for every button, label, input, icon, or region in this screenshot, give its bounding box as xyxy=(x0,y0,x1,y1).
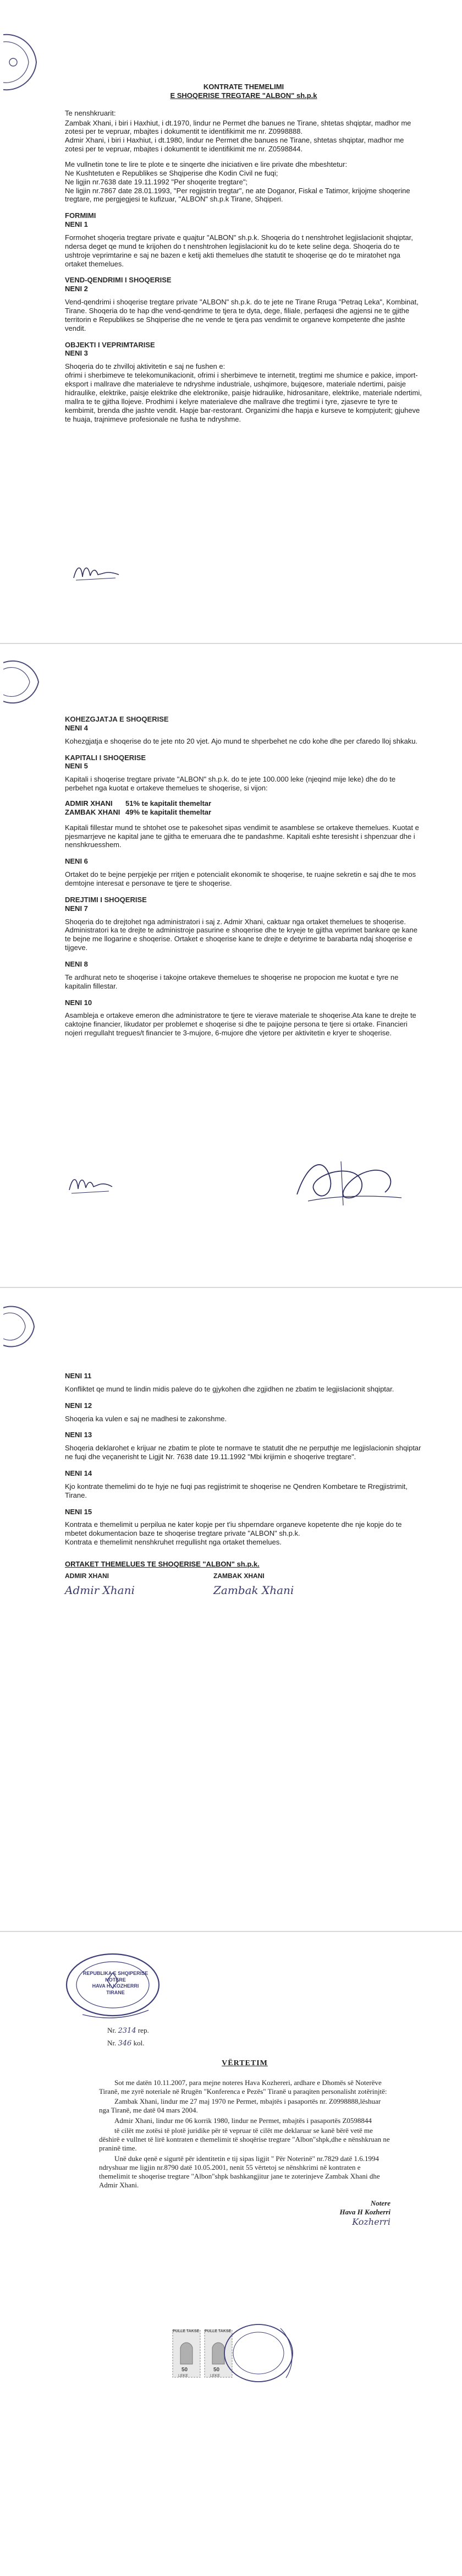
certificate-paragraph: Sot me datën 10.11.2007, para mejne noteres Hava Kozhereri, ardhare e Dhomës së Noterëve Tiranë, me zyrë noteriale në Rrugën "Konferenca e Pezës" Tiranë u paraqiten personalisht zotërinjtë: xyxy=(99,2078,387,2095)
reference-numbers xyxy=(107,2024,149,2050)
certificate-paragraph: të cilët me zotësi të plotë juridike për të vepruar të cilët me deklaruar se kanë bërë vetë me dëshirë e vullnet të lirë kontraten e themelimit të shoqërise tregtare "Albon"shpk,dhe e nënshkruan ne praninë time. xyxy=(99,2126,390,2153)
tax-stamp-unit: LEKE xyxy=(178,2374,188,2378)
article-text: Kjo kontrate themelimi do te hyje ne fuqi pas regjistrimit te shoqerise ne Qendren Kombetare te Rregjistrimit, Tirane. xyxy=(65,1482,408,1499)
ref-value: 346 xyxy=(118,2039,132,2048)
shareholder-name: ZAMBAK XHANI xyxy=(65,807,120,816)
corner-stamp-fragment xyxy=(3,657,47,710)
notary-certificate xyxy=(99,2053,391,2228)
article-text: Shoqeria do te drejtohet nga administratori i saj z. Admir Xhani, caktuar nga ortaket themelues te shoqerise. Administratori ka te drejte te administroje pasurine e shoqerise dhe te kryeje te gjitha veprimet bankare qe kane te bejne me llogarine e shoqerise. Ortaket e shoqerise kane te drejte e detyrime te barabarta ndaj shoqerise e tijgeve. xyxy=(65,917,417,952)
basis-3: Ne ligjin nr.7867 date 28.01.1993, "Per regjistrin tregtar", ne ate Doganor, Fiskal e Tatimor, krijojme shoqerine tregtare, me pergjegjesi te kufizuar, "ALBON" sh.p.k Tirane, Shqiperi. xyxy=(65,186,410,204)
notary-stamp-text: REPUBLIKA E SHQIPERISE NOTERE HAVA H. KOZHERRI TIRANE xyxy=(82,1971,148,1996)
certificate-paragraph: Unë duke qenë e sigurtë për identitetin e tij sipas ligjit " Për Noterinë" nr.7829 datë 1.6.1994 ndryshuar me ligjin nr.8790 datë 10.05.2001, nenit 55 vërtetoj se nënshkrimi në kontraten e themelimit te shoqerise tregtare "Albon"shpk bashkangjitur jane te zoterinjeve Zambak Xhani dhe Admir Xhani. xyxy=(99,2154,380,2190)
notary-label: Notere xyxy=(370,2198,391,2207)
tax-stamp-label: PULLE TAKSE xyxy=(173,2329,200,2333)
founder-name: ADMIR XHANI xyxy=(65,1571,109,1580)
shareholder-name: ADMIR XHANI xyxy=(65,799,113,808)
article-number: NENI 14 xyxy=(65,1469,92,1478)
document-page-2 xyxy=(0,644,462,1285)
intro-text: Te nenshkruarit: xyxy=(65,108,116,117)
founder-name: ZAMBAK XHANI xyxy=(213,1571,265,1580)
contract-subtitle: E SHOQERISE TREGTARE "ALBON" sh.p.k xyxy=(170,91,317,100)
initials-signature xyxy=(72,561,121,586)
document-page-4 xyxy=(0,1932,462,2576)
basis-1: Ne Kushtetuten e Republikes se Shqiperise dhe Kodin Civil ne fuqi; xyxy=(65,168,278,177)
article-number: NENI 1 xyxy=(65,220,88,229)
founders-signatures xyxy=(65,1572,422,1597)
certificate-paragraph: Zambak Xhani, lindur me 27 maj 1970 ne Permet, mbajtës i pasaportës nr. Z0998888,lëshuar nga Tiranë, me datë 04 mars 2004. xyxy=(99,2097,381,2115)
document-page-1 xyxy=(0,0,462,600)
article-text: Kapitali i shoqerise tregtare private "ALBON" sh.p.k. do te jete 100.000 leke (njeqind mije leke) dhe do te perbehet nga kuotat e ortakeve themelues te shoqerise, si vijon: xyxy=(65,775,396,793)
corner-stamp-fragment xyxy=(3,1305,42,1351)
article-text: Formohet shoqeria tregtare private e quajtur "ALBON" sh.p.k. Shoqeria do t nenshtrohet legjislacionit shqiptar, ndersa deget qe mund te krijohen do t nenshtrohen legjislacionit ku do te kete seline dega. Shoqeria do te ushtroje veprimtarine e saj ne bazen e ketij akti themelues dhe statutit te shoqerise qe do te miratohet nga ortaket themelues. xyxy=(65,233,413,268)
article-text: Kontrata e themelimit u perpilua ne kater kopje per t'iu shperndare organeve kopetente dhe nje kopje do te mbetet dokumentacion baze te shoqerise tregtare private "ALBON" sh.p.k. xyxy=(65,1520,402,1538)
shareholder-share: 51% te kapitalit themeltar xyxy=(125,799,212,808)
article-number: NENI 10 xyxy=(65,998,92,1007)
article-text: Konfliktet qe mund te lindin midis paleve do te gjykohen dhe zgjidhen ne zbatim te legjislacionit shqiptar. xyxy=(65,1384,394,1393)
founder-signature-col xyxy=(213,1572,312,1597)
article-number: NENI 6 xyxy=(65,857,88,866)
article-text: Shoqeria do te zhvilloj aktivitetin e saj ne fushen e: ofrimi i sherbimeve te telekomunikacionit, ofrimi i sherbimeve te internetit, tregtimi me shumice e pakice, import-eksport i mallrave dhe materialeve te ndryshme industriale, ushqimore, bujqesore, materiale ndertimi, paisje hidraulike, elektrike, paisje elektrike dhe elektronike, paisje hidraulike, hidrosanitare, elektrike, materiale ndertimi, mallra te te gjitha llojeve. Prodhimi i kelyre materialeve dhe mallrave dhe tregtimi i tyre, zjasevre te tyre te kembimit, brenda dhe jashte vendit. Hapje bar-restorant. Organizimi dhe hapja e kurseve te kompjuterit; gjuheve te huaja, trajnimeve profesionale ne fusha te ndryshme. xyxy=(65,362,422,423)
section-title: OBJEKTI I VEPRIMTARISE xyxy=(65,340,155,349)
founders-title: ORTAKET THEMELUES TE SHOQERISE "ALBON" sh.p.k. xyxy=(65,1560,260,1569)
article-text: Shoqeria deklarohet e krijuar ne zbatim te plote te normave te statutit dhe ne perputhje me legjislacionin shqiptar ne fuqi dhe veçanerisht te Ligjit Nr. 7638 date 19.11.1992 "Mbi krijimin e shoqerive tregtare". xyxy=(65,1444,421,1461)
document-page-3 xyxy=(0,1288,462,1929)
initials-signature xyxy=(66,1172,116,1200)
article-text: Asambleja e ortakeve emeron dhe administratore te tjere te vierave materiale te shoqerise.Ata kane te drejte te caktojne financier, likudator per problemet e shoqerise si dhe te paijojne persona te tjere si ortake. Financieri nojeri rregullaht tregues/t financier te 3-mujore, 6-mujore dhe vjetore per aktivitetin e kryer te shoqerise. xyxy=(65,1011,416,1038)
section-title: VEND-QENDRIMI I SHOQERISE xyxy=(65,276,172,285)
shareholder-share: 49% te kapitalit themeltar xyxy=(125,807,212,816)
handwritten-signature: Zambak Xhani xyxy=(213,1583,294,1597)
tax-stamp-value: 50 xyxy=(182,2367,188,2373)
article-number: NENI 2 xyxy=(65,285,88,293)
ref-label: Nr. xyxy=(107,2039,117,2048)
certificate-paragraph: Admir Xhani, lindur me 06 korrik 1980, lindur ne Permet, mbajtës i pasaportës Z0598844 xyxy=(114,2116,372,2125)
article-number: NENI 3 xyxy=(65,349,88,358)
ref-label: Nr. xyxy=(107,2026,117,2034)
corner-stamp-fragment xyxy=(3,32,43,95)
section-title: KOHEZGJATJA E SHOQERISE xyxy=(65,715,169,723)
contract-title: KONTRATE THEMELIMI xyxy=(203,83,284,91)
will-statement: Me vullnetin tone te lire te plote e te sinqerte dhe iniciativen e lire private dhe mbeshtetur: xyxy=(65,160,348,169)
article-text: Kohezgjatja e shoqerise do te jete nto 20 vjet. Ajo mund te shperbehet ne cdo kohe dhe per cfaredo lloj shkaku. xyxy=(65,736,418,745)
article-number: NENI 8 xyxy=(65,960,88,969)
section-title: KAPITALI I SHOQERISE xyxy=(65,753,146,762)
section-title: FORMIMI xyxy=(65,211,96,220)
article-number: NENI 12 xyxy=(65,1401,92,1410)
handwritten-signature: Admir Xhani xyxy=(65,1583,135,1597)
article-number: NENI 7 xyxy=(65,904,88,913)
tax-stamp-value: 50 xyxy=(213,2367,220,2373)
ref-value: 2314 xyxy=(118,2027,136,2035)
article-number: NENI 11 xyxy=(65,1372,92,1380)
ref-label: kol. xyxy=(133,2039,145,2048)
share-row xyxy=(65,799,422,808)
company-signature xyxy=(286,1150,407,1214)
share-row xyxy=(65,808,422,817)
article-text: Kapitali fillestar mund te shtohet ose te pakesohet sipas vendimit te asamblese se ortakeve themelues. Kuotat e pjesmarrjeve ne kapital jane te gjitha te emeruara dhe te pandashme. Kapitali eshte teresisht i shpenzuar dhe i nenshkruesshem. xyxy=(65,823,419,849)
section-title: DREJTIMI I SHOQERISE xyxy=(65,895,147,904)
party-2: Admir Xhani, i biri i Haxhiut, i dt.1980, lindur ne Permet dhe banues ne Tirane, shtetas shqiptar, madhor me zotesi per te vepruar, mbajtes i dokumentit te identifikimit me nr. Z0598844. xyxy=(65,136,404,154)
tax-stamp-unit: LEKE xyxy=(210,2374,220,2378)
article-number: NENI 4 xyxy=(65,723,88,732)
article-text: Shoqeria ka vulen e saj ne madhesi te zakonshme. xyxy=(65,1414,227,1423)
founder-signature-col xyxy=(65,1572,164,1597)
article-text: Ortaket do te bejne perpjekje per rritjen e potencialit ekonomik te shoqerise, te ruajne sekretin e saj dhe te mos demtojne interesat e personave te tjere te shoqerise. xyxy=(65,870,416,888)
article-number: NENI 15 xyxy=(65,1507,92,1516)
basis-2: Ne ligjin nr.7638 date 19.11.1992 "Per shoqerite tregtare"; xyxy=(65,177,248,186)
article-text: Te ardhurat neto te shoqerise i takojne ortakeve themelues te shoqerise ne propocion me kuotat e tyre ne kapitalin fillestar. xyxy=(65,973,399,990)
ref-label: rep. xyxy=(138,2026,149,2034)
tax-stamp-label: PULLE TAKSE xyxy=(205,2329,232,2333)
party-1: Zambak Xhani, i biri i Haxhiut, i dt.1970, lindur ne Permet dhe banues ne Tirane, shtetas shqiptar, madhor me zotesi per te vepruar, mbajtes i dokumentit te identifikimit me nr. Z0998888. xyxy=(65,118,411,136)
article-number: NENI 5 xyxy=(65,762,88,771)
notary-name: Hava H Kozherri xyxy=(339,2207,391,2216)
notary-overstamp xyxy=(220,2317,308,2392)
article-text: Vend-qendrimi i shoqerise tregtare private "ALBON" sh.p.k. do te jete ne Tirane Rruga "Petraq Leka", Kombinat, Tirane. Shoqeria do te hap dhe vend-qendrime te tjera te dyta, dege, filiale, perfaqesi dhe agjensi ne te gjithe territorin e Republikes se Shqiperise dhe ne vende te tjera pas vendimit te organeve kompetente dhe jashte vendit. xyxy=(65,298,419,332)
certificate-title: VËRTETIM xyxy=(222,2059,268,2067)
article-number: NENI 13 xyxy=(65,1431,92,1439)
article-text: Kontrata e themelimit nenshkruhet rregullisht nga ortaket themelues. xyxy=(65,1538,282,1547)
notary-signature: Kozherri xyxy=(352,2217,391,2227)
